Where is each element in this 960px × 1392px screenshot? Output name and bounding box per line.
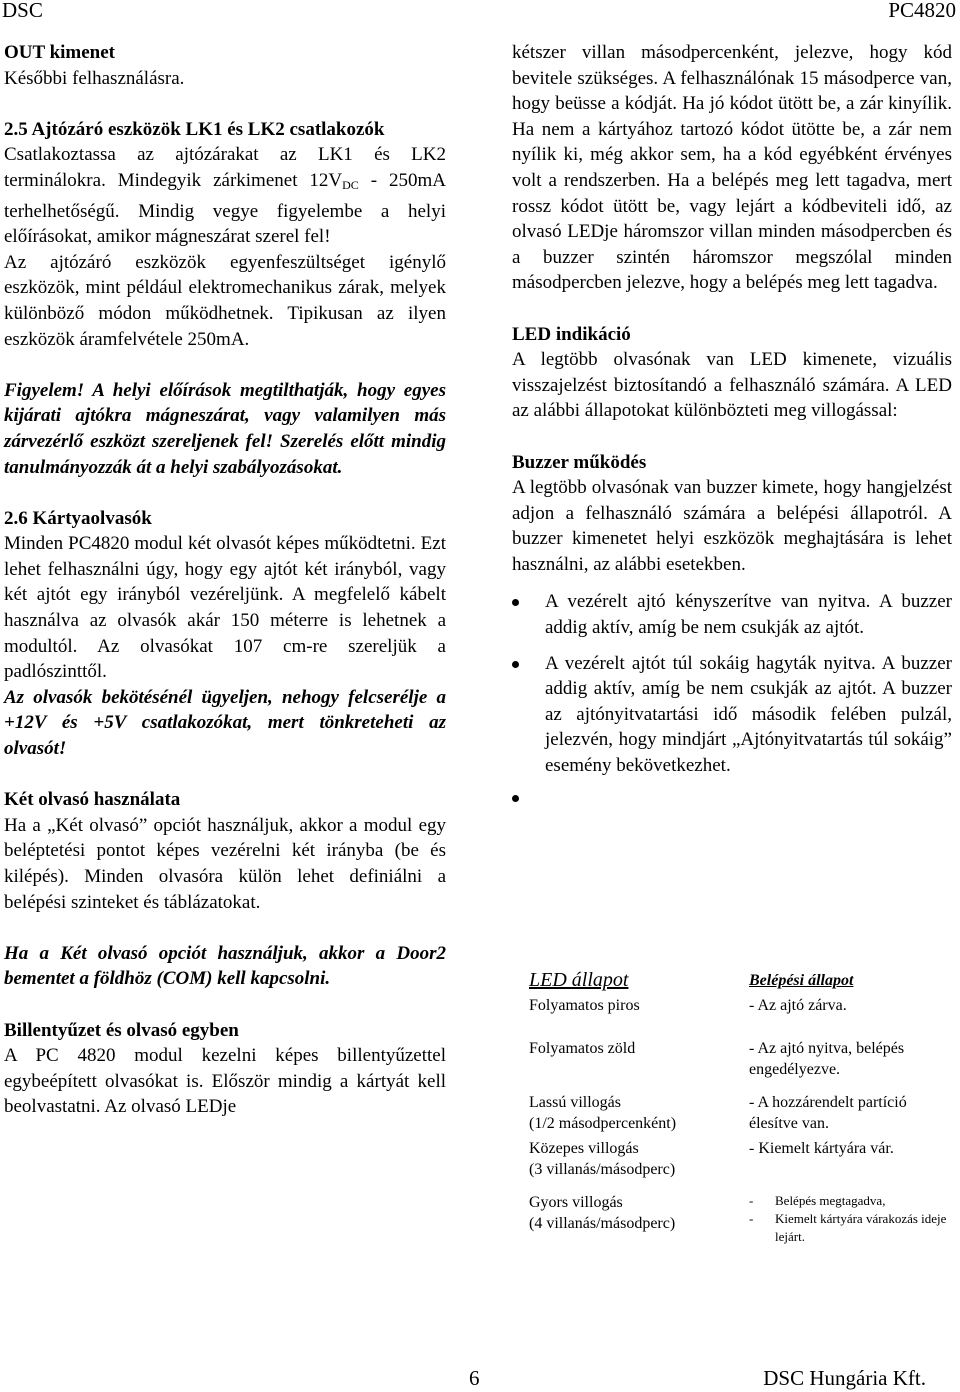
denied-status-list (749, 1192, 953, 1246)
table-row (523, 1026, 959, 1090)
footer-company: DSC Hungária Kft. (763, 1366, 926, 1390)
buzzer-title: Buzzer működés (512, 451, 647, 473)
table-row (523, 1190, 959, 1248)
led-indication-title: LED indikáció (512, 323, 631, 345)
table-cell-status (743, 1190, 959, 1248)
table-cell-status: - A hozzárendelt partíció élesítve van. (749, 1094, 907, 1132)
section-2-5-title: 2.5 Ajtózáró eszközök LK1 és LK2 csatlakozók (4, 118, 385, 140)
list-item: A vezérelt ajtót túl sokáig hagyták nyitva. A buzzer addig aktív, amíg be nem csukják az ajtót. A buzzer az ajtónyitvatartási idő második felében pulzál, jelezvén, hogy mindjárt „Ajtónyitvatartás túl sokáig” esemény bekövetkezhet. (512, 651, 952, 779)
led-status-table (523, 968, 959, 1248)
list-item: - Kiemelt kártyára várakozás ideje lejárt. (749, 1210, 953, 1246)
out-text: Későbbi felhasználásra. (4, 67, 185, 89)
table-cell-led: Folyamatos piros (529, 997, 640, 1014)
section-2-5-paragraph-1 (4, 142, 446, 249)
right-column (512, 40, 952, 807)
buzzer-paragraph: A legtöbb olvasónak van buzzer kimete, hogy hangjelzést adjon a felhasználó számára a belépési állapotról. A buzzer kimenetet helyi eszközök meghajtására is lehet használni, az alábbi esetekben. (512, 477, 952, 575)
s25-text-a: Csatlakoztassa az ajtózárakat az LK1 és LK2 terminálokra. Mindegyik zárkimenet 12V (4, 144, 446, 191)
list-item: - Belépés megtagadva, (749, 1192, 953, 1210)
table-cell-status: - Kiemelt kártyára vár. (749, 1140, 894, 1157)
table-cell-led: Folyamatos zöld (529, 1040, 636, 1057)
header-left: DSC (2, 0, 43, 22)
table-row (523, 1090, 959, 1136)
table-row (523, 1136, 959, 1190)
buzzer-bullet-list (512, 589, 952, 778)
two-reader-paragraph: Ha a „Két olvasó” opciót használjuk, akkor a modul egy beléptetési pontot képes vezérelni két irányba (be és kilépés). Minden olvasóra külön lehet definiálni a belépési szinteket és táblázatokat. (4, 814, 446, 913)
table-header-led: LED állapot (529, 969, 629, 991)
table-cell-led: Közepes villogás (3 villanás/másodperc) (529, 1140, 676, 1178)
table-cell-status: - Az ajtó zárva. (749, 997, 847, 1014)
left-column (4, 40, 446, 1120)
section-2-6-title: 2.6 Kártyaolvasók (4, 507, 152, 529)
two-reader-warning: Ha a Két olvasó opciót használjuk, akkor a Door2 bementet a földhöz (COM) kell kapcsolni. (4, 942, 446, 990)
led-indication-paragraph: A legtöbb olvasónak van LED kimenete, vizuális visszajelzést biztosítandó a felhasználó számára. A LED az alábbi állapotokat különbözteti meg villogással: (512, 349, 952, 422)
list-item: A vezérelt ajtó kényszerítve van nyitva. A buzzer addig aktív, amíg be nem csukják az ajtót. (512, 589, 952, 640)
keypad-reader-title: Billentyűzet és olvasó egyben (4, 1019, 239, 1041)
empty-bullet (512, 785, 952, 807)
section-2-6-paragraph: Minden PC4820 modul két olvasót képes működtetni. Ezt lehet felhasználni úgy, hogy egy ajtót két irányból, vagy két ajtót egy irányból vezéreljünk. A megfelelő kábelt használva az olvasók akár 150 méterre is lehetnek a modultól. Az olvasókat 107 cm-re szereljük a padlószinttől. (4, 533, 446, 683)
page-number: 6 (469, 1366, 480, 1390)
section-2-5-paragraph-2: Az ajtózáró eszközök egyenfeszültséget igénylő eszközök, mint például elektromechanikus zárak, melyek különböző módon működhetnek. Tipikusan az ilyen eszközök áramfelvétele 250mA. (4, 251, 446, 350)
table-cell-status: - Az ajtó nyitva, belépés engedélyezve. (749, 1040, 905, 1078)
table-header-status: Belépési állapot (749, 972, 854, 989)
table-row (523, 993, 959, 1026)
keypad-reader-paragraph: A PC 4820 modul kezelni képes billentyűzettel egybeépített olvasókat is. Először mindig a kártyát kell beolvastatni. Az olvasó LEDje (4, 1045, 446, 1118)
table-cell-led: Lassú villogás (1/2 másodpercenként) (529, 1094, 677, 1132)
two-reader-title: Két olvasó használata (4, 789, 181, 811)
reader-warning: Az olvasók bekötésénél ügyeljen, nehogy felcserélje a +12V és +5V csatlakozókat, mert tönkreteheti az olvasót! (4, 686, 446, 760)
continued-paragraph: kétszer villan másodpercenként, jelezve, hogy kód bevitele szükséges. A felhasználónak 15 másodperce van, hogy beüsse a kódját. Ha jó kódot ütött be, a zár kinyílik. Ha nem a kártyához tartozó kódot ütötte be, a zár nem nyílik ki, még akkor sem, ha a kód egyébként érvényes volt a rendszerben. Ha a belépés meg lett tagadva, mert rossz kódot ütött be, vagy lejárt a kódbeviteli idő, az olvasó LEDje háromszor villan minden másodpercben és a buzzer szintén háromszor megszólal minden másodpercben jelezve, hogy a belépés meg lett tagadva. (512, 42, 952, 294)
dc-subscript: DC (342, 177, 359, 192)
warning-paragraph: Figyelem! A helyi előírások megtilthatják, hogy egyes kijárati ajtókra mágneszárat, vagy valamilyen más zárvezérlő eszközt szereljenek fel! Szerelés előtt mindig tanulmányozzák át a helyi szabályozásokat. (4, 379, 446, 478)
s25-text-b: - 250mA terhelhetőségű. Mindig vegye figyelembe a helyi előírásokat, amikor mágneszárat szerel fel! (4, 169, 446, 248)
header-right: PC4820 (888, 0, 956, 22)
out-title: OUT kimenet (4, 42, 116, 63)
table-cell-led: Gyors villogás (4 villanás/másodperc) (529, 1194, 676, 1232)
